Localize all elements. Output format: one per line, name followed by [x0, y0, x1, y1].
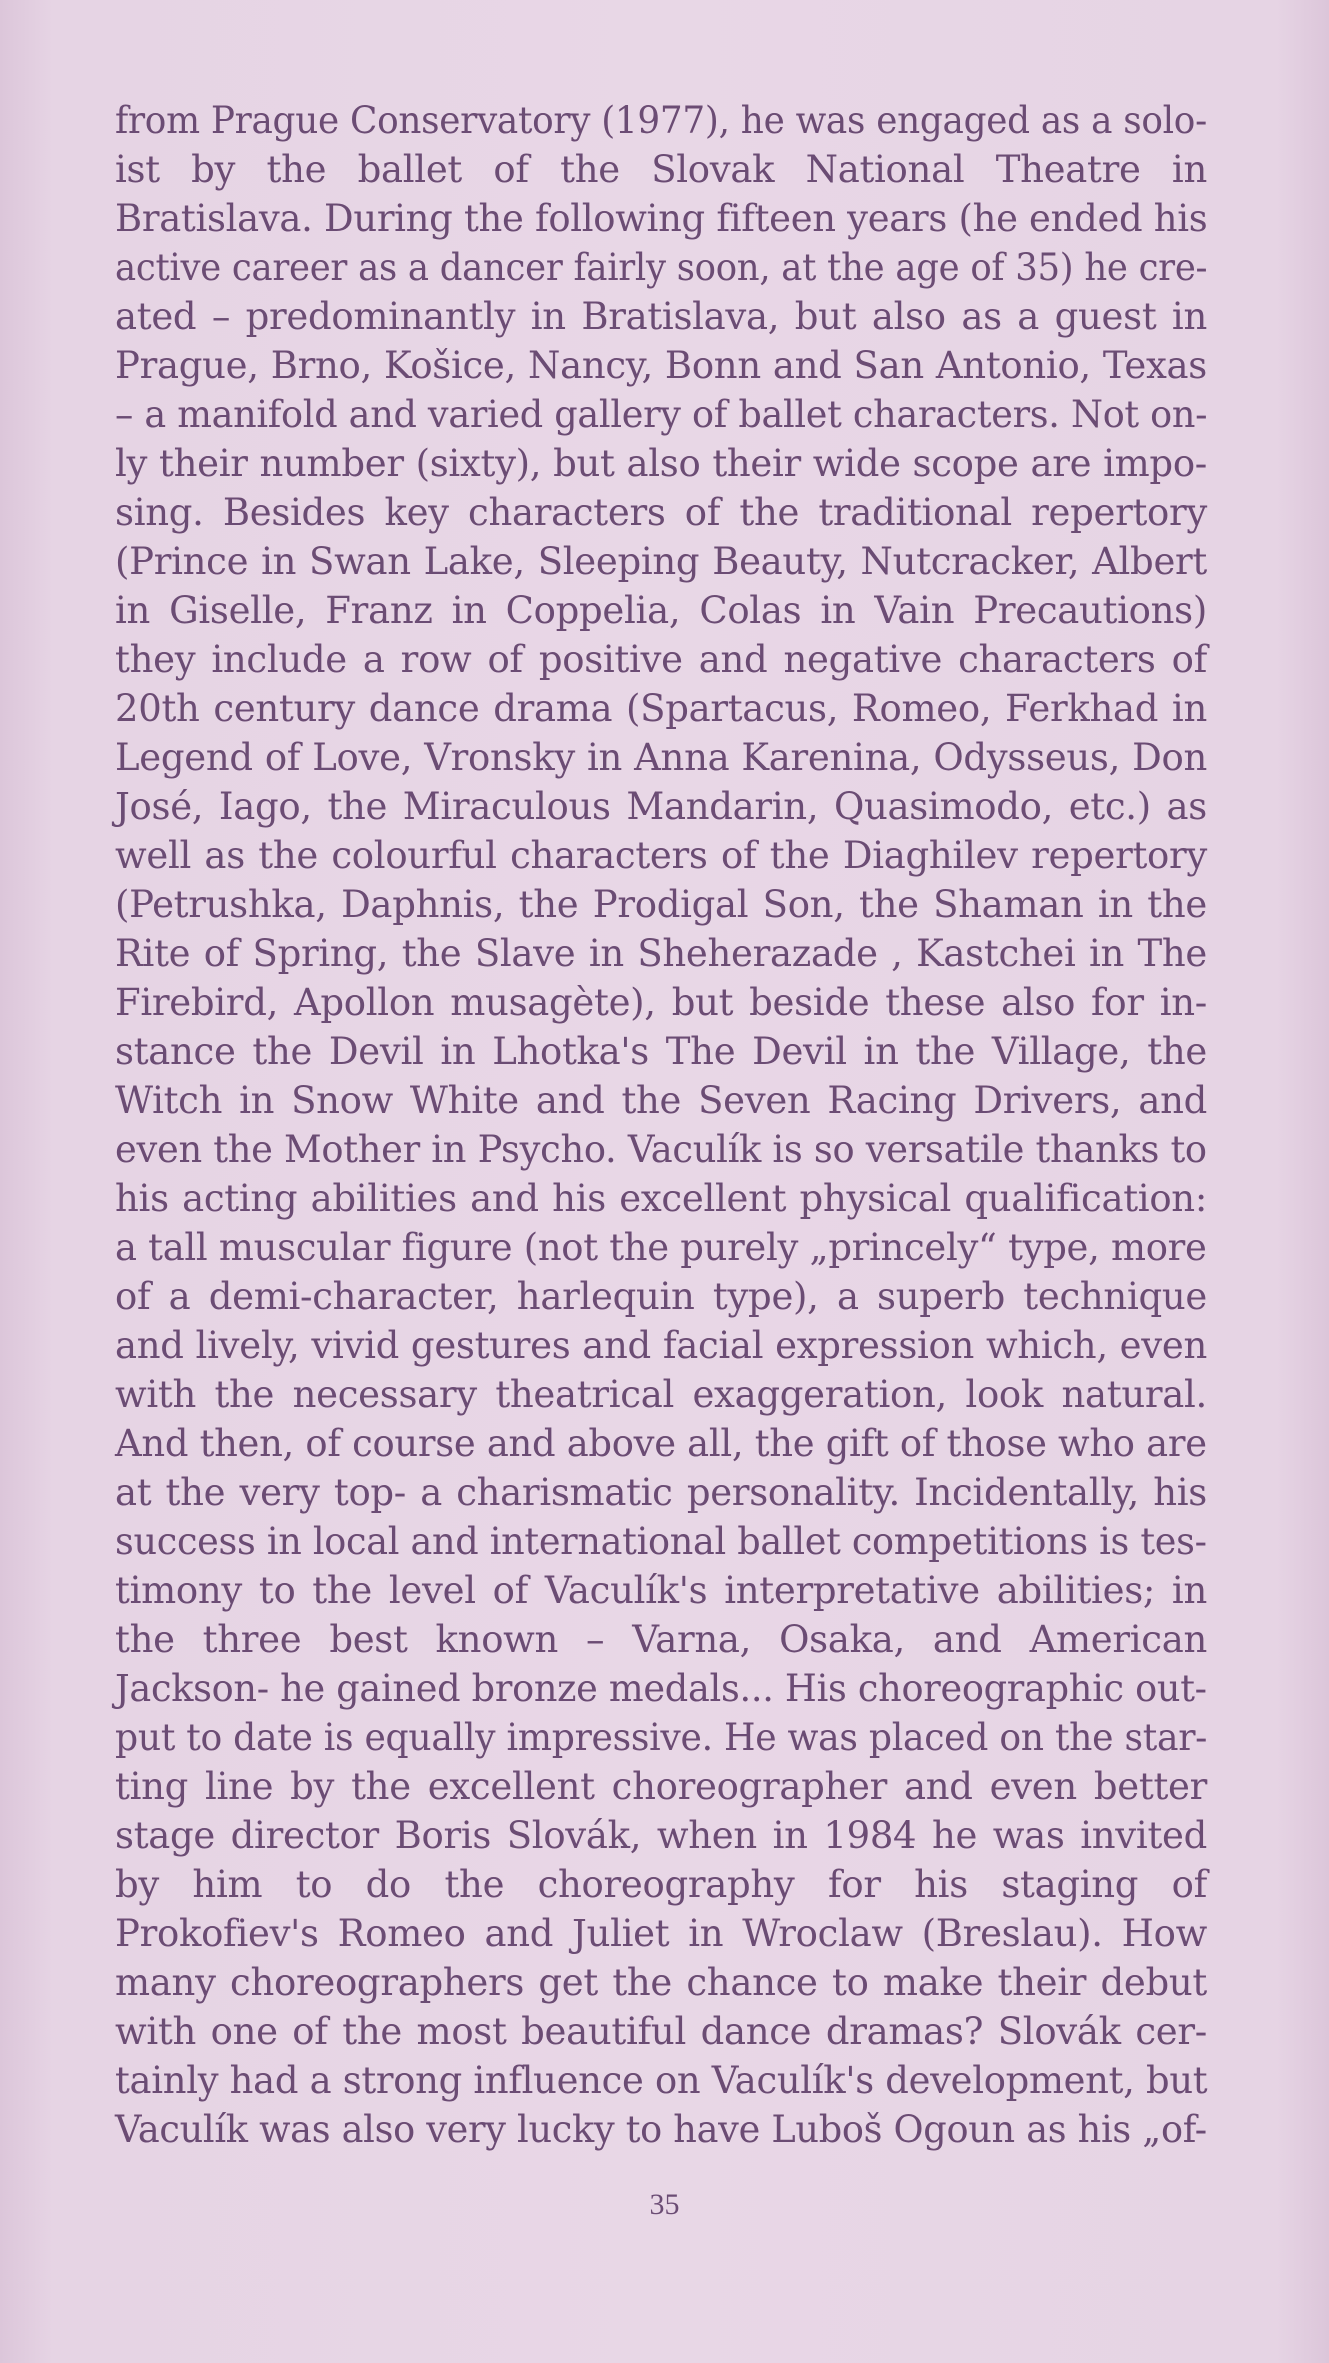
text-line: they include a row of positive and negative characters of: [115, 638, 1207, 681]
text-line: Prokofiev's Romeo and Juliet in Wroclaw (Breslau). How: [115, 1912, 1207, 1955]
body-text: [115, 96, 1207, 2154]
text-line: tainly had a strong influence on Vaculík's development, but: [115, 2059, 1208, 2102]
text-line: (Prince in Swan Lake, Sleeping Beauty, Nutcracker, Albert: [115, 540, 1207, 583]
text-line: Witch in Snow White and the Seven Racing Drivers, and: [115, 1079, 1207, 1122]
text-line: Jackson- he gained bronze medals... His choreographic out-: [115, 1667, 1207, 1710]
text-line: active career as a dancer fairly soon, at the age of 35) he cre-: [115, 246, 1208, 289]
page-number: 35: [649, 2188, 680, 2221]
text-line: José, Iago, the Miraculous Mandarin, Quasimodo, etc.) as: [115, 785, 1207, 828]
text-line: from Prague Conservatory (1977), he was engaged as a solo-: [115, 99, 1207, 142]
text-line: Legend of Love, Vronsky in Anna Karenina, Odysseus, Don: [115, 736, 1207, 779]
text-line: by him to do the choreography for his staging of: [115, 1863, 1207, 1906]
text-line: And then, of course and above all, the gift of those who are: [115, 1422, 1207, 1465]
text-line: put to date is equally impressive. He was placed on the star-: [115, 1716, 1208, 1759]
text-line: timony to the level of Vaculík's interpretative abilities; in: [115, 1569, 1207, 1612]
text-line: (Petrushka, Daphnis, the Prodigal Son, the Shaman in the: [115, 883, 1207, 926]
text-line: sing. Besides key characters of the traditional repertory: [115, 491, 1207, 534]
text-line: at the very top- a charismatic personality. Incidentally, his: [115, 1471, 1207, 1514]
text-line: Vaculík was also very lucky to have Luboš Ogoun as his „of-: [115, 2108, 1207, 2151]
text-line: of a demi-character, harlequin type), a superb technique: [115, 1275, 1207, 1318]
text-line: Bratislava. During the following fifteen years (he ended his: [115, 197, 1208, 240]
text-line: in Giselle, Franz in Coppelia, Colas in Vain Precautions): [115, 589, 1207, 632]
text-line: and lively, vivid gestures and facial expression which, even: [115, 1324, 1207, 1367]
text-line: with one of the most beautiful dance dramas? Slovák cer-: [115, 2010, 1207, 2053]
text-line: stage director Boris Slovák, when in 1984 he was invited: [115, 1814, 1207, 1857]
text-line: Rite of Spring, the Slave in Sheherazade , Kastchei in The: [115, 932, 1207, 975]
text-line: ly their number (sixty), but also their wide scope are impo-: [115, 442, 1207, 485]
text-line: Prague, Brno, Košice, Nancy, Bonn and San Antonio, Texas: [115, 344, 1207, 387]
text-line: a tall muscular figure (not the purely „princely“ type, more: [115, 1226, 1207, 1269]
text-line: the three best known – Varna, Osaka, and American: [115, 1618, 1207, 1661]
text-line: – a manifold and varied gallery of ballet characters. Not on-: [115, 393, 1208, 436]
text-line: ated – predominantly in Bratislava, but also as a guest in: [115, 295, 1207, 338]
text-line: even the Mother in Psycho. Vaculík is so versatile thanks to: [115, 1128, 1207, 1171]
text-line: well as the colourful characters of the Diaghilev repertory: [115, 834, 1207, 877]
text-line: ist by the ballet of the Slovak National Theatre in: [115, 148, 1207, 191]
text-line: his acting abilities and his excellent physical qualification:: [115, 1177, 1207, 1220]
text-line: ting line by the excellent choreographer and even better: [115, 1765, 1207, 1808]
text-line: Firebird, Apollon musagète), but beside these also for in-: [115, 981, 1207, 1024]
text-line: many choreographers get the chance to make their debut: [115, 1961, 1207, 2004]
text-line: success in local and international ballet competitions is tes-: [115, 1520, 1207, 1563]
text-line: 20th century dance drama (Spartacus, Romeo, Ferkhad in: [115, 687, 1207, 730]
text-line: stance the Devil in Lhotka's The Devil in the Village, the: [115, 1030, 1207, 1073]
text-line: with the necessary theatrical exaggeration, look natural.: [115, 1373, 1207, 1416]
